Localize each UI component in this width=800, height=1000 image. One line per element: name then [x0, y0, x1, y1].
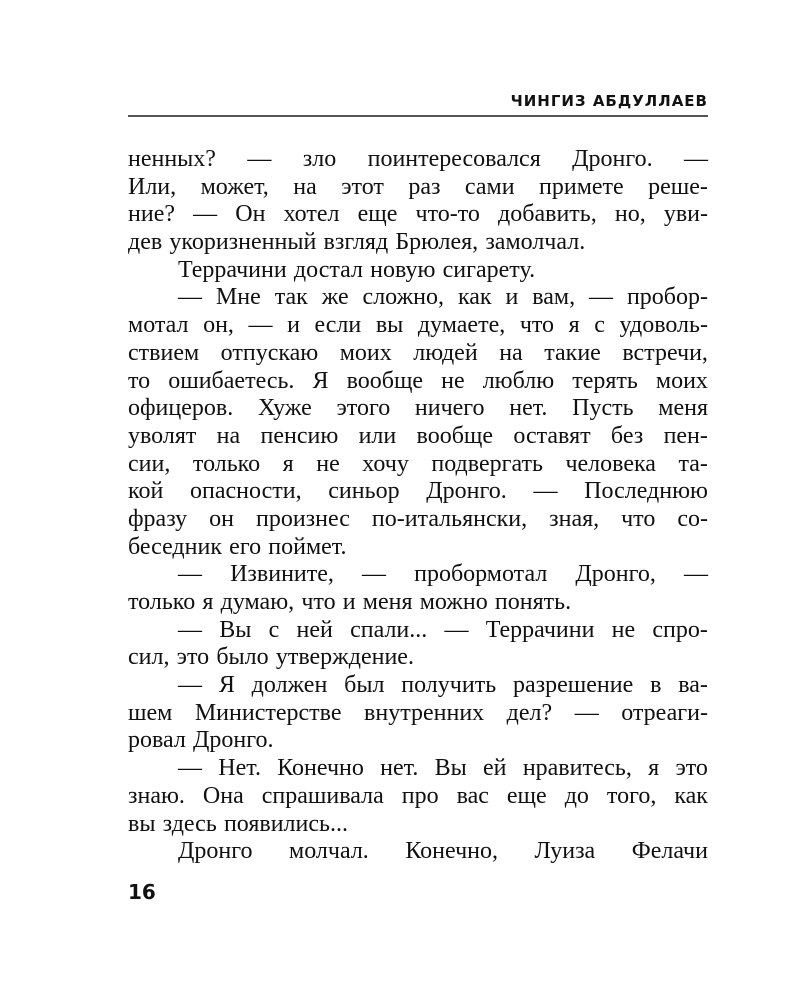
text-line: Дронго молчал. Конечно, Луиза Фелачи [178, 838, 708, 865]
text-line: знаю. Она спрашивала про вас еще до того, как [128, 782, 708, 809]
text-line: то ошибаетесь. Я вообще не люблю терять моих [128, 367, 708, 394]
text-line: только я думаю, что и меня можно понять. [128, 589, 572, 615]
text-line: мотал он, — и если вы думаете, что я с удоволь- [128, 312, 708, 339]
text-line: — Нет. Конечно нет. Вы ей нравитесь, я это [178, 755, 708, 782]
text-line: сил, это было утверждение. [128, 644, 414, 671]
text-line: шем Министерстве внутренних дел? — отреаги- [128, 699, 708, 726]
text-line: ровал Дронго. [128, 727, 274, 754]
text-line: уволят на пенсию или вообще оставят без пен- [128, 422, 708, 449]
text-line: фразу он произнес по-итальянски, зная, что со- [128, 505, 708, 532]
body-text [128, 146, 708, 866]
text-line: Или, может, на этот раз сами примете реше- [128, 173, 708, 200]
header-rule [128, 115, 708, 117]
text-line: — Я должен был получить разрешение в ва- [178, 672, 708, 699]
text-line: ствием отпускаю моих людей на такие встречи, [128, 339, 708, 366]
text-line: ненных? — зло поинтересовался Дронго. — [128, 146, 708, 172]
page-number: 16 [128, 880, 156, 904]
running-head-author: ЧИНГИЗ АБДУЛЛАЕВ [510, 92, 708, 110]
text-line: дев укоризненный взгляд Брюлея, замолчал. [128, 229, 586, 256]
text-line: кой опасности, синьор Дронго. — Последнюю [128, 478, 708, 505]
text-line: — Мне так же сложно, как и вам, — пробор- [178, 284, 708, 311]
text-line: — Вы с ней спали... — Террачини не спро- [178, 616, 708, 643]
text-line: Террачини достал новую сигарету. [178, 256, 536, 283]
text-line: беседник его поймет. [128, 533, 347, 560]
text-line: сии, только я не хочу подвергать человека та- [128, 450, 708, 477]
text-line: ние? — Он хотел еще что-то добавить, но, уви- [128, 201, 708, 228]
text-line: офицеров. Хуже этого ничего нет. Пусть меня [128, 395, 708, 422]
text-line: — Извините, — пробормотал Дронго, — [178, 561, 708, 588]
text-line: вы здесь появились... [128, 810, 348, 837]
